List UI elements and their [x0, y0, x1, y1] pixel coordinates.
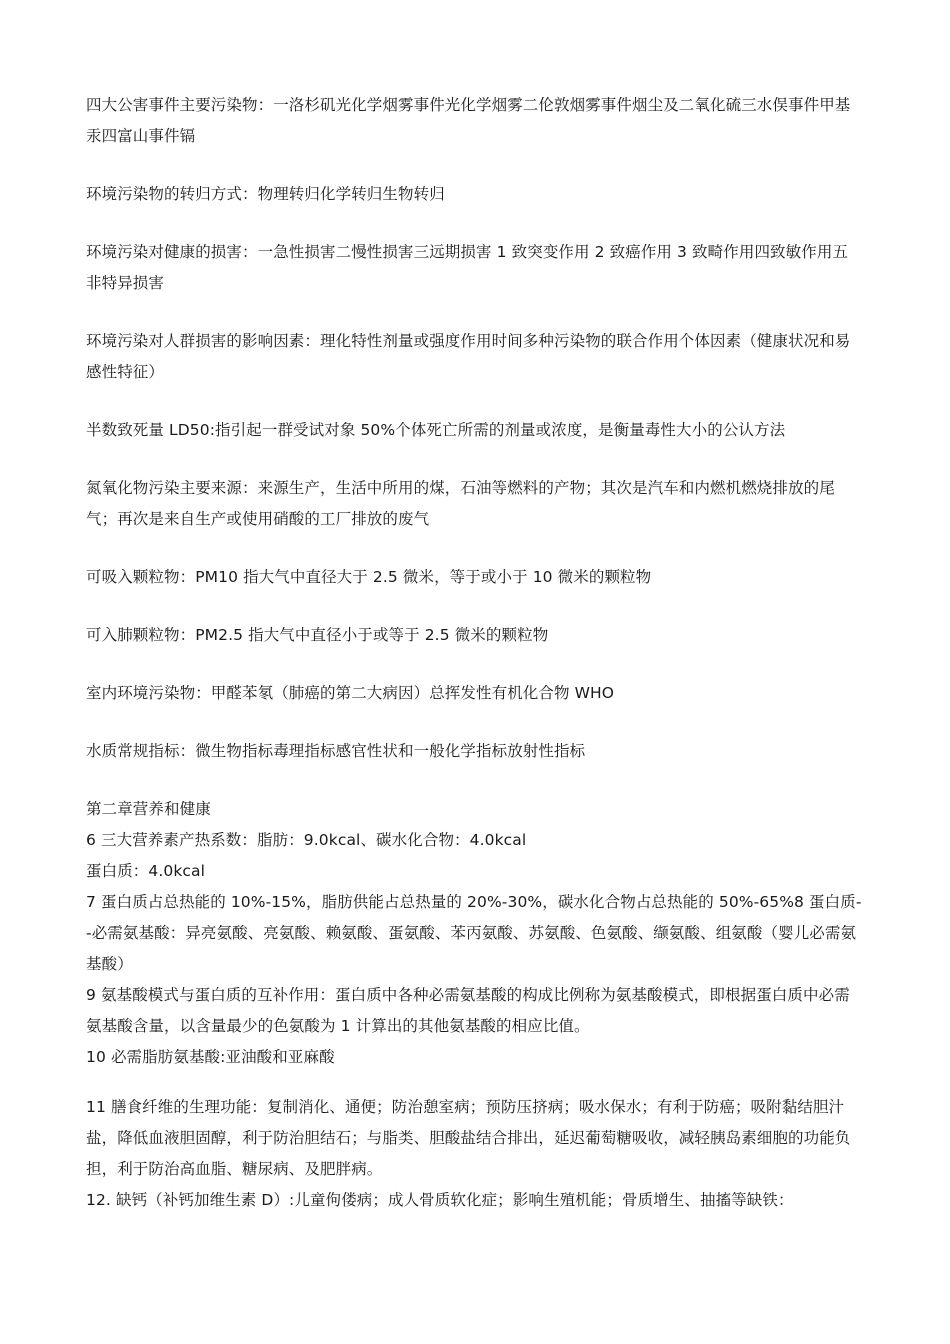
- chapter-heading: 第二章营养和健康: [86, 800, 211, 818]
- paragraph-pollution-events: 四大公害事件主要污染物：一洛杉矶光化学烟雾事件光化学烟雾二伦敦烟雾事件烟尘及二氧化硫三水俣事件甲基汞四富山事件镉: [86, 96, 851, 145]
- line-dietary-fiber: 11 膳食纤维的生理功能：复制消化、通便；防治憩室病；预防压挤病；吸水保水；有利于防癌；吸附黏结胆汁盐，降低血液胆固醇，利于防治胆结石；与脂类、胆酸盐结合排出，延迟葡萄糖吸收，减轻胰岛素细胞的功能负担，利于防治高血脂、糖尿病、及肥胖病。: [86, 1098, 851, 1178]
- paragraph-nitrogen-oxides: 氮氧化物污染主要来源：来源生产，生活中所用的煤，石油等燃料的产物；其次是汽车和内燃机燃烧排放的尾气；再次是来自生产或使用硝酸的工厂排放的废气: [86, 479, 835, 528]
- paragraph-pollutant-transformation: 环境污染物的转归方式：物理转归化学转归生物转归: [86, 185, 445, 203]
- document-page: [86, 90, 862, 1216]
- line-protein-energy: 蛋白质：4.0kcal: [86, 862, 206, 880]
- line-energy-coefficients: 6 三大营养素产热系数：脂肪：9.0kcal、碳水化合物：4.0kcal: [86, 831, 527, 849]
- paragraph-indoor-pollutants: 室内环境污染物：甲醛苯氡（肺癌的第二大病因）总挥发性有机化合物 WHO: [86, 684, 615, 702]
- paragraph-pm25: 可入肺颗粒物：PM2.5 指大气中直径小于或等于 2.5 微米的颗粒物: [86, 626, 549, 644]
- line-calcium-deficiency: 12. 缺钙（补钙加维生素 D）:儿童佝偻病；成人骨质软化症；影响生殖机能；骨质增生、抽搐等缺铁：: [86, 1191, 794, 1209]
- line-amino-acid-pattern: 9 氨基酸模式与蛋白质的互补作用：蛋白质中各种必需氨基酸的构成比例称为氨基酸模式，即根据蛋白质中必需氨基酸含量，以含量最少的色氨酸为 1 计算出的其他氨基酸的相应比值。: [86, 986, 850, 1035]
- paragraph-influence-factors: 环境污染对人群损害的影响因素：理化特性剂量或强度作用时间多种污染物的联合作用个体因素（健康状况和易感性特征）: [86, 332, 851, 381]
- blank-line: [86, 1073, 862, 1092]
- paragraph-pm10: 可吸入颗粒物：PM10 指大气中直径大于 2.5 微米，等于或小于 10 微米的颗粒物: [86, 568, 652, 586]
- paragraph-health-damage: 环境污染对健康的损害：一急性损害二慢性损害三远期损害 1 致突变作用 2 致癌作用 3 致畸作用四致敏作用五非特异损害: [86, 243, 849, 292]
- paragraph-ld50: 半数致死量 LD50:指引起一群受试对象 50%个体死亡所需的剂量或浓度，是衡量毒性大小的公认方法: [86, 421, 786, 439]
- paragraph-water-quality: 水质常规指标：微生物指标毒理指标感官性状和一般化学指标放射性指标: [86, 742, 586, 760]
- line-essential-amino-acids: 7 蛋白质占总热能的 10%-15%，脂肪供能占总热量的 20%-30%，碳水化合物占总热能的 50%-65%8 蛋白质--必需氨基酸：异亮氨酸、亮氨酸、赖氨酸、蛋氨酸、苯丙氨酸、苏氨酸、色氨酸、缬氨酸、组氨酸（婴儿必需氨基酸）: [86, 893, 862, 973]
- line-essential-fatty-acids: 10 必需脂肪氨基酸:亚油酸和亚麻酸: [86, 1048, 335, 1066]
